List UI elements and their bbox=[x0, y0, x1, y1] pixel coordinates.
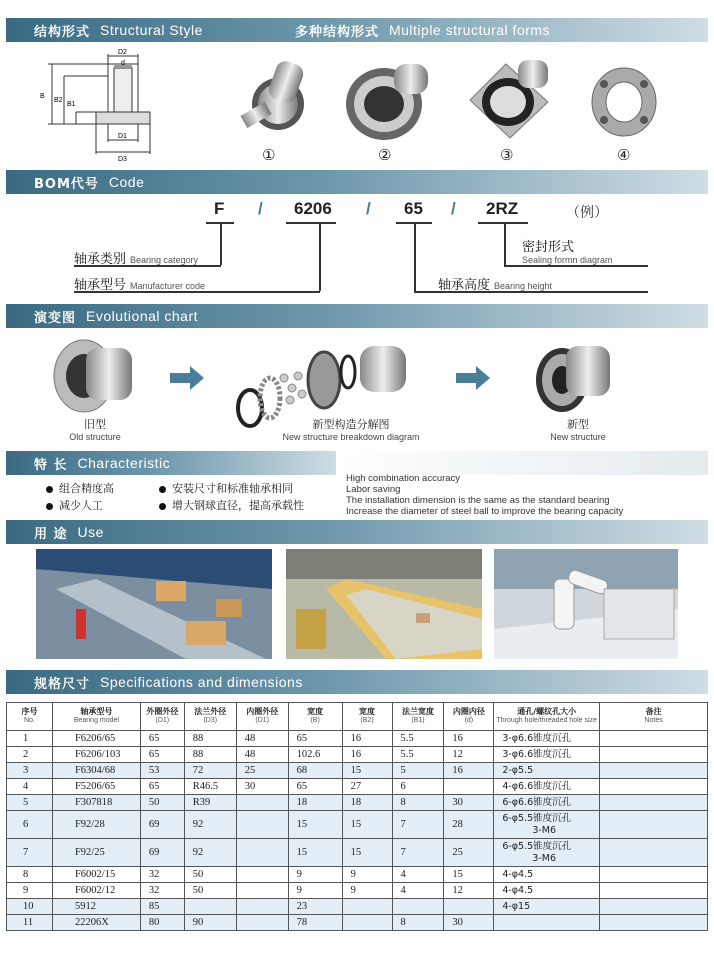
table-cell: 15 bbox=[444, 867, 494, 883]
table-cell bbox=[600, 867, 708, 883]
table-cell: 4-φ6.6锥度沉孔 bbox=[494, 779, 600, 795]
table-cell: 5.5 bbox=[392, 747, 444, 763]
table-cell: 5 bbox=[7, 795, 53, 811]
section-title-cn: 规格尺寸 bbox=[34, 676, 91, 692]
table-cell: 69 bbox=[140, 839, 184, 867]
table-cell: 6 bbox=[7, 811, 53, 839]
header-cn: 外圈外径 bbox=[146, 707, 179, 717]
header-en: (d) bbox=[464, 717, 474, 725]
table-cell: F5206/65 bbox=[52, 779, 140, 795]
table-cell: F307818 bbox=[52, 795, 140, 811]
table-cell: 6 bbox=[392, 779, 444, 795]
table-cell: 15 bbox=[342, 839, 392, 867]
table-cell bbox=[236, 839, 288, 867]
table-header-cell bbox=[7, 703, 53, 731]
table-row bbox=[7, 899, 708, 915]
form-1-label: ① bbox=[262, 146, 276, 164]
header-en: Through hole/threaded hole size bbox=[496, 717, 597, 725]
table-cell: 78 bbox=[288, 915, 342, 931]
table-cell bbox=[600, 811, 708, 839]
table-cell: 32 bbox=[140, 867, 184, 883]
code-slash: / bbox=[366, 199, 371, 218]
code-connector bbox=[504, 265, 648, 267]
header-en: No. bbox=[24, 717, 35, 725]
section-title-en: Structural Style bbox=[100, 22, 203, 38]
feature-item: 减少人工 bbox=[59, 499, 103, 512]
code-part-category: F bbox=[214, 199, 225, 218]
section-title-cn: BOM代号 bbox=[34, 176, 99, 192]
table-cell: 9 bbox=[288, 883, 342, 899]
dim-b: B bbox=[40, 93, 45, 100]
table-cell: 90 bbox=[184, 915, 236, 931]
table-header-cell bbox=[494, 703, 600, 731]
table-cell: 18 bbox=[288, 795, 342, 811]
table-cell: 50 bbox=[140, 795, 184, 811]
section-bar-use bbox=[6, 520, 708, 544]
table-row bbox=[7, 795, 708, 811]
table-row bbox=[7, 883, 708, 899]
table-row bbox=[7, 867, 708, 883]
table-cell: 27 bbox=[342, 779, 392, 795]
feature-item-en: High combination accuracy bbox=[346, 473, 461, 484]
table-cell: 69 bbox=[140, 811, 184, 839]
table-cell bbox=[236, 883, 288, 899]
table-row bbox=[7, 731, 708, 747]
table-cell: 85 bbox=[140, 899, 184, 915]
header-cn: 法兰外径 bbox=[194, 707, 227, 717]
table-row bbox=[7, 915, 708, 931]
table-header-cell bbox=[52, 703, 140, 731]
table-cell bbox=[600, 883, 708, 899]
table-cell: 65 bbox=[140, 747, 184, 763]
table-cell bbox=[236, 899, 288, 915]
section-bar-characteristic bbox=[6, 451, 336, 475]
table-cell: 30 bbox=[444, 795, 494, 811]
table-cell: 9 bbox=[288, 867, 342, 883]
table-cell: 15 bbox=[288, 839, 342, 867]
dim-b2: B2 bbox=[54, 97, 63, 104]
table-cell bbox=[236, 867, 288, 883]
table-header-cell bbox=[184, 703, 236, 731]
table-cell bbox=[236, 811, 288, 839]
table-cell: 48 bbox=[236, 731, 288, 747]
table-row bbox=[7, 779, 708, 795]
code-connector bbox=[319, 223, 321, 291]
code-connector bbox=[220, 223, 222, 265]
feature-item-en: Increase the diameter of steel ball to improve the bearing capacity bbox=[346, 506, 624, 517]
table-cell bbox=[444, 899, 494, 915]
table-cell: 4 bbox=[392, 867, 444, 883]
table-cell: 2-φ5.5 bbox=[494, 763, 600, 779]
table-cell: 4-φ4.5 bbox=[494, 867, 600, 883]
bullet-icon bbox=[46, 486, 53, 493]
code-underline bbox=[286, 222, 336, 224]
header-en: (B) bbox=[310, 717, 320, 725]
section-title-en: Code bbox=[108, 174, 145, 190]
table-cell: 68 bbox=[288, 763, 342, 779]
code-part-seal: 2RZ bbox=[486, 199, 519, 218]
header-en: Notes bbox=[644, 717, 663, 725]
table-cell: 15 bbox=[342, 811, 392, 839]
table-cell: 102.6 bbox=[288, 747, 342, 763]
form-3-image bbox=[464, 54, 560, 144]
table-cell: 9 bbox=[342, 867, 392, 883]
header-cn: 备注 bbox=[645, 707, 662, 717]
table-cell: 88 bbox=[184, 747, 236, 763]
label-sealing-form: 密封形式 Sealing formn diagram bbox=[522, 240, 613, 265]
form-3-label: ③ bbox=[500, 146, 514, 164]
table-header-cell bbox=[140, 703, 184, 731]
form-4-image bbox=[590, 64, 660, 140]
table-cell: 11 bbox=[7, 915, 53, 931]
section-bar-evolution bbox=[6, 304, 708, 328]
bullet-icon bbox=[159, 486, 166, 493]
arrow-right-icon bbox=[456, 366, 492, 390]
form-2-image bbox=[344, 56, 440, 144]
table-cell: 6-φ5.5锥度沉孔 3-M6 bbox=[494, 839, 600, 867]
table-cell: 18 bbox=[342, 795, 392, 811]
old-structure-caption: 旧型 Old structure bbox=[69, 418, 121, 442]
table-cell: F6002/15 bbox=[52, 867, 140, 883]
table-cell bbox=[600, 779, 708, 795]
bullet-icon bbox=[159, 503, 166, 510]
table-cell: 65 bbox=[140, 731, 184, 747]
table-cell: 1 bbox=[7, 731, 53, 747]
table-cell: 5 bbox=[392, 763, 444, 779]
technical-drawing bbox=[36, 46, 176, 164]
form-4-label: ④ bbox=[617, 146, 631, 164]
table-cell: 65 bbox=[288, 731, 342, 747]
table-cell: 12 bbox=[444, 747, 494, 763]
table-cell: 3-φ6.6锥度沉孔 bbox=[494, 747, 600, 763]
table-cell: 28 bbox=[444, 811, 494, 839]
arrow-right-icon bbox=[170, 366, 206, 390]
table-cell: 4 bbox=[7, 779, 53, 795]
code-part-height: 65 bbox=[404, 199, 423, 218]
label-bearing-height: 轴承高度 Bearing height bbox=[438, 278, 553, 293]
table-cell: 48 bbox=[236, 747, 288, 763]
table-cell: 5912 bbox=[52, 899, 140, 915]
header-en: (B1) bbox=[411, 717, 425, 725]
section-title-en: Characteristic bbox=[77, 455, 171, 471]
table-cell: 3 bbox=[7, 763, 53, 779]
table-cell bbox=[600, 915, 708, 931]
form-1-image bbox=[232, 52, 312, 142]
conveyor-photo-1 bbox=[36, 549, 272, 659]
table-row bbox=[7, 747, 708, 763]
code-connector bbox=[504, 223, 506, 265]
table-header-cell bbox=[342, 703, 392, 731]
code-connector bbox=[414, 223, 416, 291]
table-cell: 53 bbox=[140, 763, 184, 779]
code-slash: / bbox=[451, 199, 456, 218]
dim-d: d bbox=[121, 60, 125, 67]
specs-table bbox=[6, 702, 708, 931]
table-cell: 22206X bbox=[52, 915, 140, 931]
table-cell bbox=[600, 747, 708, 763]
header-en: (B2) bbox=[360, 717, 374, 725]
table-cell: 23 bbox=[288, 899, 342, 915]
table-cell: 9 bbox=[342, 883, 392, 899]
dim-d1: D1 bbox=[118, 133, 127, 140]
table-cell: 7 bbox=[7, 839, 53, 867]
header-cn: 内圈内径 bbox=[452, 707, 485, 717]
table-cell: 6-φ6.6锥度沉孔 bbox=[494, 795, 600, 811]
table-header-cell bbox=[236, 703, 288, 731]
section-title-cn: 结构形式 bbox=[34, 24, 91, 40]
header-en: (D1) bbox=[155, 717, 170, 725]
section-bar-code bbox=[6, 170, 708, 194]
table-cell: F92/25 bbox=[52, 839, 140, 867]
table-cell: R39 bbox=[184, 795, 236, 811]
table-cell: 72 bbox=[184, 763, 236, 779]
table-cell: F92/28 bbox=[52, 811, 140, 839]
feature-item: 增大钢球直径，提高承载性 bbox=[172, 499, 304, 512]
section-bar-structural bbox=[6, 18, 708, 42]
section-subtitle-cn: 多种结构形式 bbox=[294, 24, 379, 40]
table-cell: 15 bbox=[342, 763, 392, 779]
header-cn: 宽度 bbox=[307, 707, 324, 717]
table-cell: F6304/68 bbox=[52, 763, 140, 779]
table-cell: F6206/65 bbox=[52, 731, 140, 747]
feature-item-en: The installation dimension is the same as the standard bearing bbox=[346, 495, 610, 506]
table-cell bbox=[600, 763, 708, 779]
table-header-cell bbox=[444, 703, 494, 731]
table-cell: 10 bbox=[7, 899, 53, 915]
table-cell: 16 bbox=[444, 731, 494, 747]
header-en: (D1) bbox=[255, 717, 270, 725]
table-cell: 25 bbox=[444, 839, 494, 867]
table-cell: 4 bbox=[392, 883, 444, 899]
label-manufacturer-code: 轴承型号 Manufacturer code bbox=[74, 278, 206, 293]
table-cell: 16 bbox=[342, 747, 392, 763]
characteristic-bar-fade bbox=[336, 451, 708, 475]
table-cell: 65 bbox=[140, 779, 184, 795]
new-structure-image bbox=[530, 334, 620, 414]
table-cell: 7 bbox=[392, 839, 444, 867]
header-cn: 通孔/螺纹孔大小 bbox=[517, 707, 577, 717]
feature-item: 安装尺寸和标准轴承相同 bbox=[172, 482, 293, 495]
table-header-cell bbox=[392, 703, 444, 731]
table-cell: 7 bbox=[392, 811, 444, 839]
table-cell: 50 bbox=[184, 883, 236, 899]
table-cell: F6206/103 bbox=[52, 747, 140, 763]
table-cell: 32 bbox=[140, 883, 184, 899]
table-cell: 5.5 bbox=[392, 731, 444, 747]
table-cell: 92 bbox=[184, 811, 236, 839]
table-cell: 92 bbox=[184, 839, 236, 867]
conveyor-photo-2 bbox=[286, 549, 482, 659]
table-cell bbox=[600, 731, 708, 747]
robot-photo bbox=[494, 549, 678, 659]
feature-item-en: Labor saving bbox=[346, 484, 401, 495]
section-bar-specs bbox=[6, 670, 708, 694]
table-cell bbox=[236, 795, 288, 811]
table-cell: 50 bbox=[184, 867, 236, 883]
dim-b1: B1 bbox=[67, 101, 76, 108]
bullet-icon bbox=[46, 503, 53, 510]
dim-d3: D3 bbox=[118, 156, 127, 163]
table-row bbox=[7, 811, 708, 839]
features-cn bbox=[46, 480, 304, 514]
section-title-en: Use bbox=[77, 524, 104, 540]
table-cell: 16 bbox=[444, 763, 494, 779]
table-cell bbox=[444, 779, 494, 795]
table-header-row bbox=[7, 703, 708, 731]
table-cell: 8 bbox=[392, 795, 444, 811]
header-en: Bearing model bbox=[73, 717, 119, 725]
table-cell: 6-φ5.5锥度沉孔 3-M6 bbox=[494, 811, 600, 839]
section-title-cn: 演变图 bbox=[34, 310, 77, 326]
header-en: (D3) bbox=[203, 717, 218, 725]
table-cell bbox=[236, 915, 288, 931]
code-example: （例） bbox=[566, 205, 608, 221]
section-subtitle-en: Multiple structural forms bbox=[388, 22, 551, 38]
table-cell bbox=[494, 915, 600, 931]
code-part-model: 6206 bbox=[294, 199, 332, 218]
header-cn: 法兰宽度 bbox=[401, 707, 434, 717]
table-cell bbox=[342, 915, 392, 931]
table-cell: 88 bbox=[184, 731, 236, 747]
table-row bbox=[7, 763, 708, 779]
table-cell: 15 bbox=[288, 811, 342, 839]
table-cell: 16 bbox=[342, 731, 392, 747]
table-cell: 9 bbox=[7, 883, 53, 899]
new-structure-caption: 新型 New structure bbox=[550, 418, 606, 442]
table-cell: 3-φ6.6锥度沉孔 bbox=[494, 731, 600, 747]
table-cell: 80 bbox=[140, 915, 184, 931]
table-cell bbox=[600, 899, 708, 915]
label-bearing-category: 轴承类别 Bearing category bbox=[74, 252, 199, 267]
table-cell bbox=[600, 795, 708, 811]
section-title-en: Specifications and dimensions bbox=[100, 674, 303, 690]
table-cell: R46.5 bbox=[184, 779, 236, 795]
feature-item: 组合精度高 bbox=[59, 482, 114, 495]
dim-d2: D2 bbox=[118, 49, 127, 56]
section-title-cn: 特 长 bbox=[34, 457, 68, 473]
table-header-cell bbox=[600, 703, 708, 731]
table-cell: 8 bbox=[7, 867, 53, 883]
section-title-en: Evolutional chart bbox=[86, 308, 199, 324]
table-cell: 30 bbox=[236, 779, 288, 795]
table-cell bbox=[342, 899, 392, 915]
table-cell: 30 bbox=[444, 915, 494, 931]
table-cell: 8 bbox=[392, 915, 444, 931]
table-cell: 65 bbox=[288, 779, 342, 795]
table-body bbox=[7, 731, 708, 931]
header-cn: 内圈外径 bbox=[246, 707, 279, 717]
table-cell: 12 bbox=[444, 883, 494, 899]
table-cell: 25 bbox=[236, 763, 288, 779]
table-row bbox=[7, 839, 708, 867]
form-2-label: ② bbox=[378, 146, 392, 164]
code-slash: / bbox=[258, 199, 263, 218]
table-cell: 4-φ15 bbox=[494, 899, 600, 915]
table-cell bbox=[392, 899, 444, 915]
header-cn: 轴承型号 bbox=[80, 707, 113, 717]
header-cn: 序号 bbox=[21, 707, 38, 717]
old-structure-image bbox=[50, 334, 140, 414]
code-underline bbox=[478, 222, 528, 224]
features-en bbox=[346, 473, 623, 517]
table-cell: 4-φ4.5 bbox=[494, 883, 600, 899]
table-cell: 2 bbox=[7, 747, 53, 763]
table-cell: F6002/12 bbox=[52, 883, 140, 899]
table-cell bbox=[600, 839, 708, 867]
table-header-cell bbox=[288, 703, 342, 731]
breakdown-caption: 新型构造分解图 New structure breakdown diagram bbox=[282, 418, 420, 442]
header-cn: 宽度 bbox=[359, 707, 376, 717]
table-cell bbox=[184, 899, 236, 915]
section-title-cn: 用 途 bbox=[34, 526, 68, 542]
